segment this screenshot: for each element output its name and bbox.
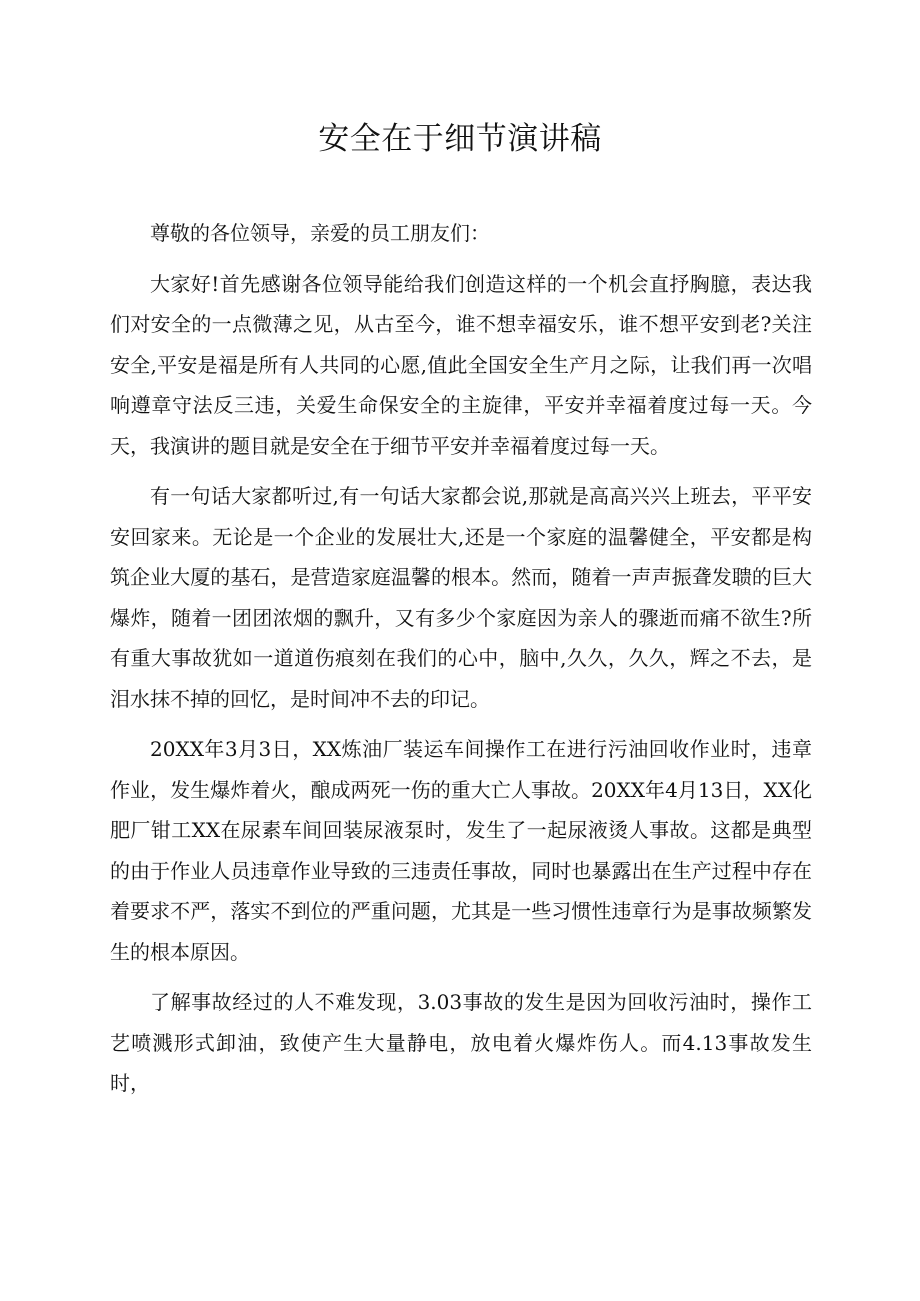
- body-paragraph: 有一句话大家都听过,有一句话大家都会说,那就是高高兴兴上班去，平平安安回家来。无论是一个企业的发展壮大,还是一个家庭的温馨健全，平安都是构筑企业大厦的基石，是营造家庭温馨的根本。然而，随着一声声振聋发聩的巨大爆炸，随着一团团浓烟的飘升，又有多少个家庭因为亲人的骤逝而痛不欲生?所有重大事故犹如一道道伤痕刻在我们的心中，脑中,久久，久久，辉之不去，是泪水抹不掉的回忆，是时间冲不去的印记。: [110, 484, 812, 711]
- document-title: 安全在于细节演讲稿: [318, 121, 602, 157]
- body-paragraph: 20XX年3月3日，XX炼油厂装运车间操作工在进行污油回收作业时，违章作业，发生爆炸着火，酿成两死一伤的重大亡人事故。20XX年4月13日，XX化肥厂钳工XX在尿素车间回装尿液泵时，发生了一起尿液烫人事故。这都是典型的由于作业人员违章作业导致的三违责任事故，同时也暴露出在生产过程中存在着要求不严，落实不到位的严重问题，尤其是一些习惯性违章行为是事故频繁发生的根本原因。: [110, 737, 812, 964]
- salutation-paragraph: 尊敬的各位领导，亲爱的员工朋友们：: [150, 221, 490, 245]
- body-paragraph: 了解事故经过的人不难发现，3.03事故的发生是因为回收污油时，操作工艺喷溅形式卸油，致使产生大量静电，放电着火爆炸伤人。而4.13事故发生时，: [110, 990, 812, 1095]
- document-body: [110, 213, 812, 1114]
- body-paragraph: 大家好!首先感谢各位领导能给我们创造这样的一个机会直抒胸臆，表达我们对安全的一点微薄之见，从古至今，谁不想幸福安乐，谁不想平安到老?关注安全,平安是福是所有人共同的心愿,值此全国安全生产月之际，让我们再一次唱响遵章守法反三违，关爱生命保安全的主旋律，平安并幸福着度过每一天。今天，我演讲的题目就是安全在于细节平安并幸福着度过每一天。: [110, 271, 812, 458]
